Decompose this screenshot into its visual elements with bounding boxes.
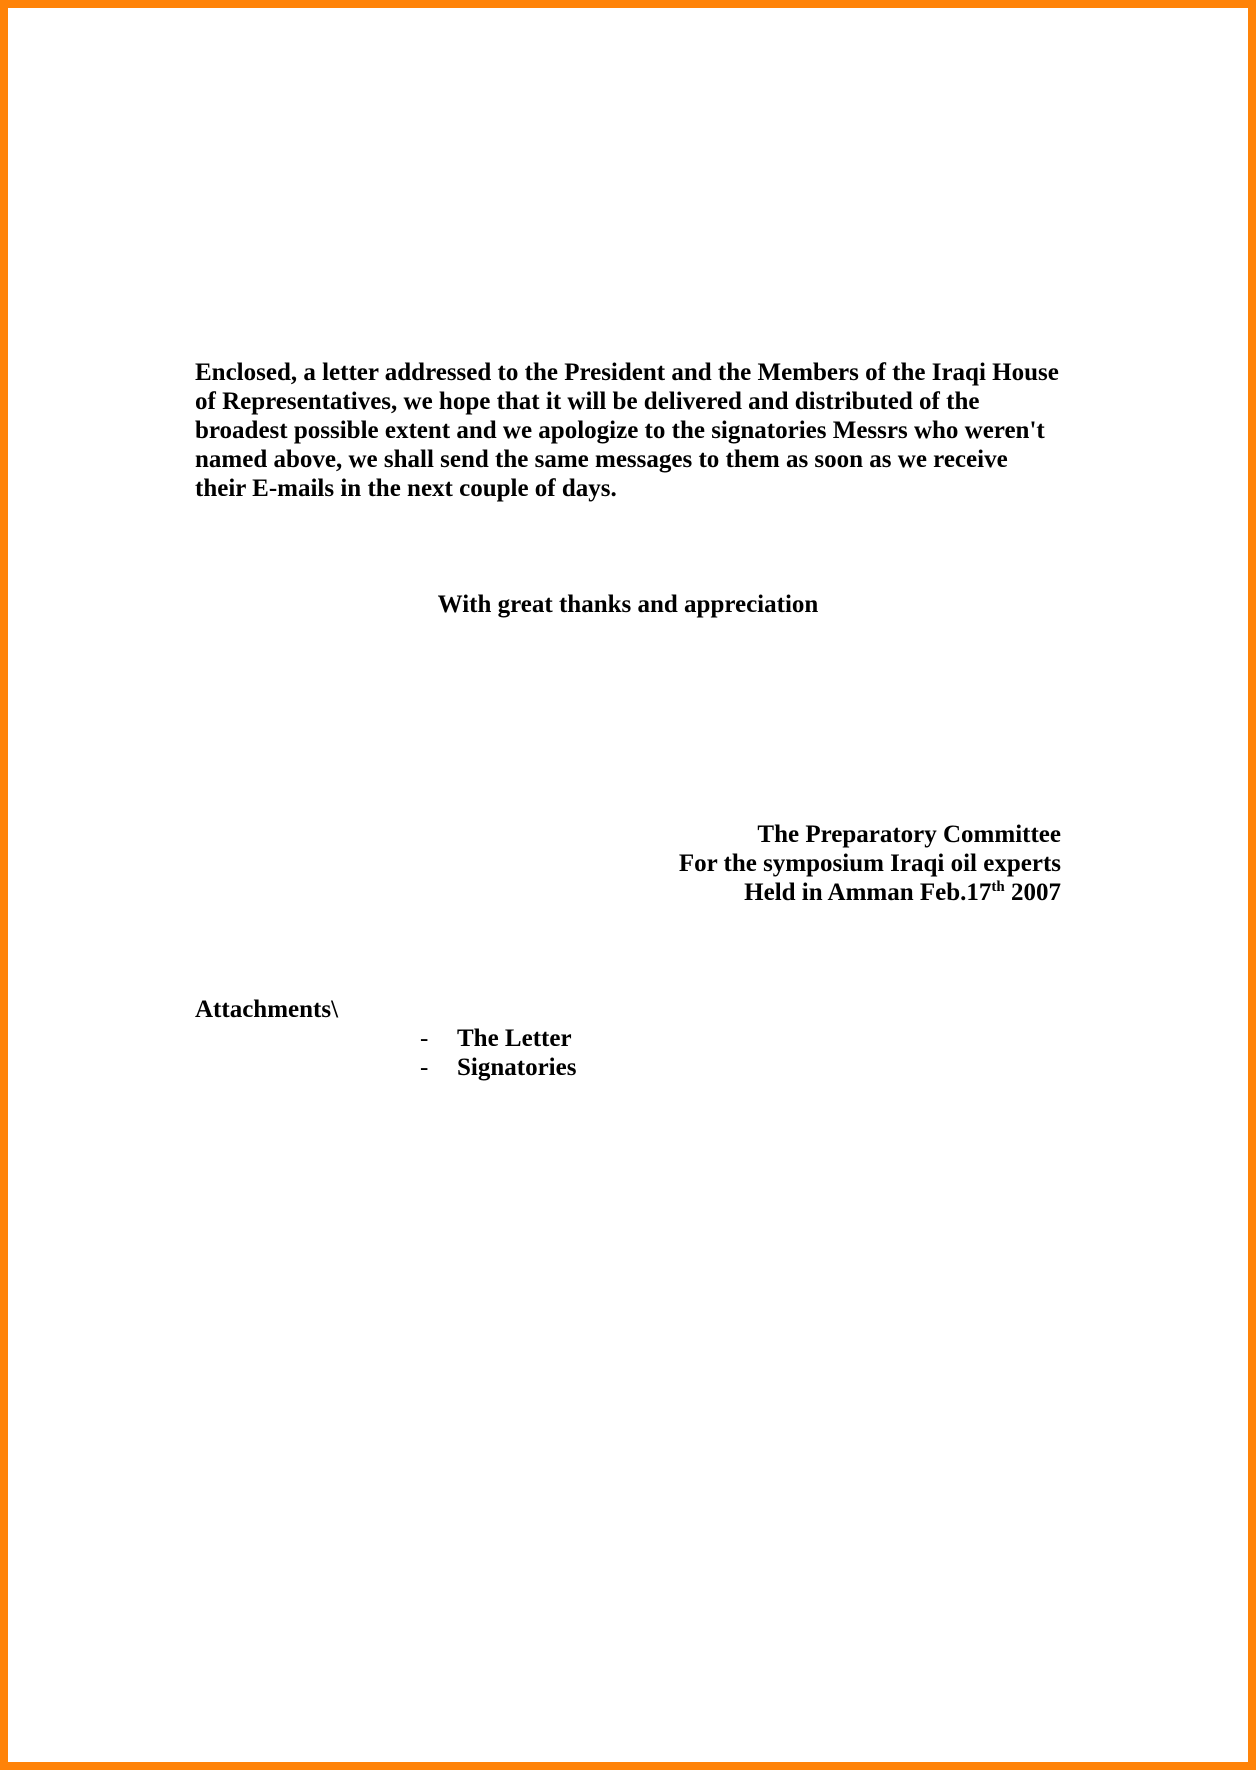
signature-committee: The Preparatory Committee	[757, 821, 1061, 848]
attachments-list	[420, 1024, 576, 1082]
attachment-bullet: -	[420, 1025, 429, 1052]
signature-symposium: For the symposium Iraqi oil experts	[678, 850, 1061, 877]
attachment-item-text: The Letter	[457, 1025, 572, 1052]
signature-date-line	[195, 878, 1061, 907]
letter-body-line: their E-mails in the next couple of days.	[195, 475, 617, 502]
attachment-item-text: Signatories	[457, 1054, 577, 1081]
signature-date-prefix: Held in Amman Feb.17	[744, 879, 992, 906]
attachment-item	[420, 1053, 576, 1082]
attachment-item	[420, 1024, 576, 1053]
signature-date-year: 2007	[1004, 879, 1061, 906]
signature-date-ordinal: th	[991, 879, 1005, 895]
closing-line: With great thanks and appreciation	[437, 591, 819, 618]
letter-body-line: named above, we shall send the same messages to them as soon as we receive	[195, 446, 1008, 473]
letter-body-paragraph	[195, 358, 1075, 503]
letter-body-line: Enclosed, a letter addressed to the President and the Members of the Iraqi House	[195, 359, 1059, 386]
attachments-label: Attachments\	[195, 996, 339, 1023]
letter-body-line: broadest possible extent and we apologize to the signatories Messrs who weren't	[195, 417, 1045, 444]
letter-body-line: of Representatives, we hope that it will be delivered and distributed of the	[195, 388, 980, 415]
attachment-bullet: -	[420, 1054, 429, 1081]
signature-block	[195, 820, 1061, 907]
